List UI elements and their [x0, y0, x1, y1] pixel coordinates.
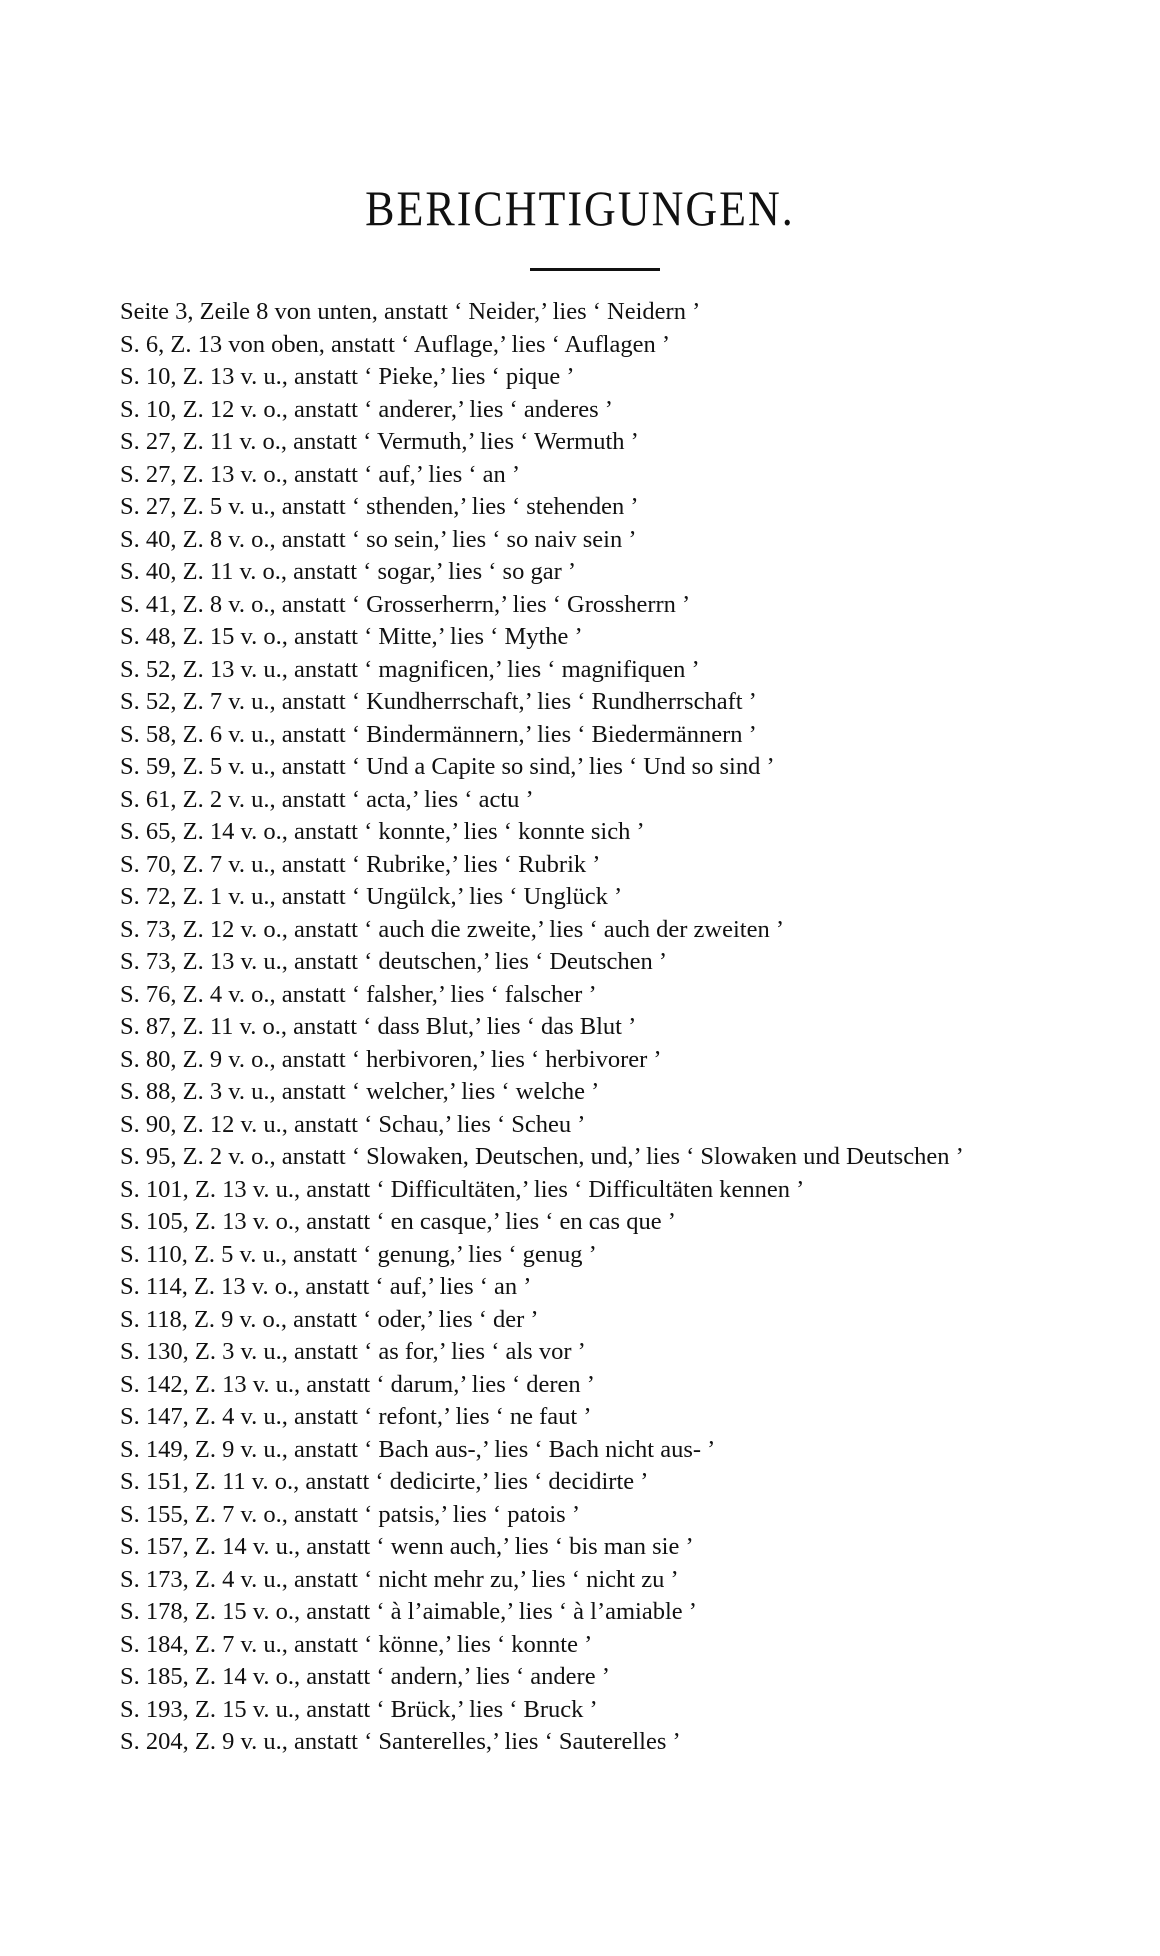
correction-entry: S. 114, Z. 13 v. o., anstatt ‘ auf,’ lies ‘ an ’	[120, 1273, 532, 1300]
correction-entry: S. 173, Z. 4 v. u., anstatt ‘ nicht mehr zu,’ lies ‘ nicht zu ’	[120, 1565, 679, 1593]
correction-entry: S. 185, Z. 14 v. o., anstatt ‘ andern,’ lies ‘ andere ’	[120, 1663, 610, 1690]
correction-entry: S. 27, Z. 13 v. o., anstatt ‘ auf,’ lies ‘ an ’	[120, 460, 521, 488]
correction-entry: S. 76, Z. 4 v. o., anstatt ‘ falsher,’ lies ‘ falscher ’	[120, 980, 597, 1008]
correction-entry: S. 61, Z. 2 v. u., anstatt ‘ acta,’ lies ‘ actu ’	[120, 785, 534, 813]
correction-entry: S. 151, Z. 11 v. o., anstatt ‘ dedicirte,’ lies ‘ decidirte ’	[120, 1468, 649, 1495]
correction-entry: S. 88, Z. 3 v. u., anstatt ‘ welcher,’ lies ‘ welche ’	[120, 1078, 600, 1105]
correction-entry: S. 118, Z. 9 v. o., anstatt ‘ oder,’ lies ‘ der ’	[120, 1305, 539, 1333]
correction-entry: S. 10, Z. 12 v. o., anstatt ‘ anderer,’ lies ‘ anderes ’	[120, 395, 613, 423]
correction-entry: S. 204, Z. 9 v. u., anstatt ‘ Santerelles,’ lies ‘ Sauterelles ’	[120, 1728, 681, 1755]
corrections-list	[120, 296, 1100, 1759]
page-title: BERICHTIGUNGEN.	[365, 181, 795, 236]
correction-entry: S. 142, Z. 13 v. u., anstatt ‘ darum,’ lies ‘ deren ’	[120, 1370, 595, 1398]
correction-entry: S. 87, Z. 11 v. o., anstatt ‘ dass Blut,’ lies ‘ das Blut ’	[120, 1013, 637, 1040]
correction-entry: S. 105, Z. 13 v. o., anstatt ‘ en casque,’ lies ‘ en cas que ’	[120, 1208, 676, 1235]
correction-entry: S. 73, Z. 12 v. o., anstatt ‘ auch die zweite,’ lies ‘ auch der zweiten ’	[120, 915, 784, 943]
correction-entry: S. 52, Z. 13 v. u., anstatt ‘ magnificen,’ lies ‘ magnifiquen ’	[120, 655, 700, 683]
correction-entry: S. 130, Z. 3 v. u., anstatt ‘ as for,’ lies ‘ als vor ’	[120, 1338, 586, 1365]
correction-entry: S. 157, Z. 14 v. u., anstatt ‘ wenn auch,’ lies ‘ bis man sie ’	[120, 1533, 694, 1560]
correction-entry: S. 41, Z. 8 v. o., anstatt ‘ Grosserherrn,’ lies ‘ Grossherrn ’	[120, 590, 691, 618]
correction-entry: S. 65, Z. 14 v. o., anstatt ‘ konnte,’ lies ‘ konnte sich ’	[120, 818, 645, 845]
correction-entry: S. 72, Z. 1 v. u., anstatt ‘ Ungülck,’ lies ‘ Unglück ’	[120, 883, 623, 910]
correction-entry: S. 59, Z. 5 v. u., anstatt ‘ Und a Capite so sind,’ lies ‘ Und so sind ’	[120, 753, 775, 780]
correction-entry: S. 48, Z. 15 v. o., anstatt ‘ Mitte,’ lies ‘ Mythe ’	[120, 623, 583, 650]
correction-entry: S. 73, Z. 13 v. u., anstatt ‘ deutschen,’ lies ‘ Deutschen ’	[120, 948, 668, 975]
correction-entry: S. 10, Z. 13 v. u., anstatt ‘ Pieke,’ lies ‘ pique ’	[120, 363, 575, 390]
correction-entry: S. 147, Z. 4 v. u., anstatt ‘ refont,’ lies ‘ ne faut ’	[120, 1403, 592, 1430]
correction-entry: S. 95, Z. 2 v. o., anstatt ‘ Slowaken, Deutschen, und,’ lies ‘ Slowaken und Deutschen ’	[120, 1143, 964, 1170]
correction-entry: S. 101, Z. 13 v. u., anstatt ‘ Difficultäten,’ lies ‘ Difficultäten kennen ’	[120, 1175, 805, 1203]
correction-entry: S. 149, Z. 9 v. u., anstatt ‘ Bach aus-,’ lies ‘ Bach nicht aus- ’	[120, 1435, 716, 1463]
title-divider	[530, 268, 660, 271]
correction-entry: S. 70, Z. 7 v. u., anstatt ‘ Rubrike,’ lies ‘ Rubrik ’	[120, 850, 601, 878]
correction-entry: Seite 3, Zeile 8 von unten, anstatt ‘ Neider,’ lies ‘ Neidern ’	[120, 298, 701, 325]
correction-entry: S. 184, Z. 7 v. u., anstatt ‘ könne,’ lies ‘ konnte ’	[120, 1630, 593, 1658]
correction-entry: S. 58, Z. 6 v. u., anstatt ‘ Bindermännern,’ lies ‘ Biedermännern ’	[120, 720, 757, 748]
correction-entry: S. 90, Z. 12 v. u., anstatt ‘ Schau,’ lies ‘ Scheu ’	[120, 1110, 586, 1138]
correction-entry: S. 80, Z. 9 v. o., anstatt ‘ herbivoren,’ lies ‘ herbivorer ’	[120, 1045, 662, 1073]
correction-entry: S. 27, Z. 5 v. u., anstatt ‘ sthenden,’ lies ‘ stehenden ’	[120, 493, 639, 520]
correction-entry: S. 178, Z. 15 v. o., anstatt ‘ à l’aimable,’ lies ‘ à l’amiable ’	[120, 1598, 697, 1625]
correction-entry: S. 40, Z. 11 v. o., anstatt ‘ sogar,’ lies ‘ so gar ’	[120, 558, 577, 585]
correction-entry: S. 27, Z. 11 v. o., anstatt ‘ Vermuth,’ lies ‘ Wermuth ’	[120, 428, 639, 455]
correction-entry: S. 155, Z. 7 v. o., anstatt ‘ patsis,’ lies ‘ patois ’	[120, 1500, 580, 1528]
correction-entry: S. 6, Z. 13 von oben, anstatt ‘ Auflage,’ lies ‘ Auflagen ’	[120, 330, 670, 358]
correction-entry: S. 110, Z. 5 v. u., anstatt ‘ genung,’ lies ‘ genug ’	[120, 1240, 597, 1268]
correction-entry: S. 193, Z. 15 v. u., anstatt ‘ Brück,’ lies ‘ Bruck ’	[120, 1695, 598, 1723]
correction-entry: S. 52, Z. 7 v. u., anstatt ‘ Kundherrschaft,’ lies ‘ Rundherrschaft ’	[120, 688, 757, 715]
correction-entry: S. 40, Z. 8 v. o., anstatt ‘ so sein,’ lies ‘ so naiv sein ’	[120, 525, 637, 553]
